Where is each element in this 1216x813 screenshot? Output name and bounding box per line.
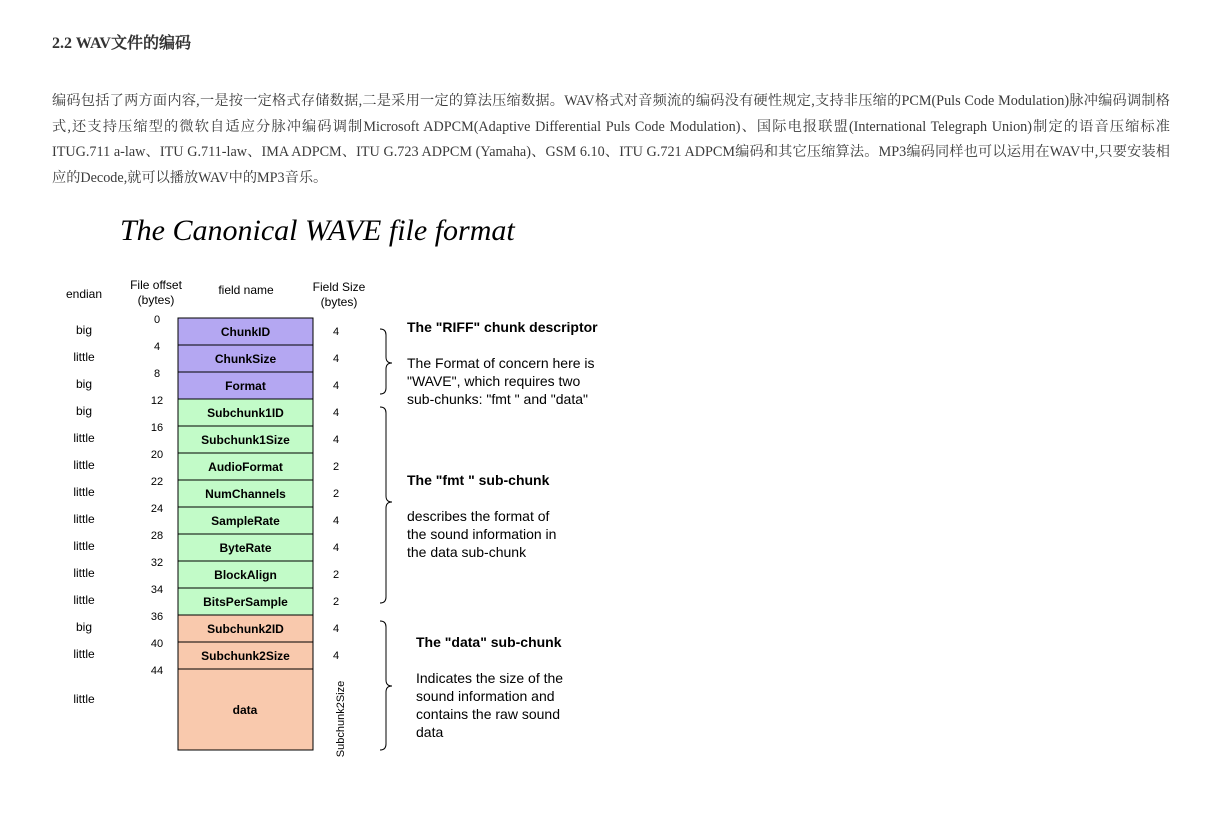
field-offset-blockalign: 32 bbox=[150, 557, 164, 569]
field-name-samplerate: SampleRate bbox=[211, 514, 280, 528]
field-endian-format: big bbox=[75, 377, 93, 391]
field-size-subchunk1id: 4 bbox=[332, 407, 340, 419]
header-offset-line1: File offset bbox=[130, 278, 182, 292]
data-field-row bbox=[73, 665, 347, 757]
field-name-audioformat: AudioFormat bbox=[208, 460, 283, 474]
riff-desc-line1: The Format of concern here is bbox=[407, 355, 595, 371]
field-offset-subchunk2id: 36 bbox=[150, 611, 164, 623]
field-name-chunkid: ChunkID bbox=[220, 325, 271, 339]
field-size-chunksize: 4 bbox=[332, 353, 340, 365]
field-offset-audioformat: 20 bbox=[150, 449, 164, 461]
section-heading: 2.2 WAV文件的编码 bbox=[52, 35, 191, 52]
data-field-offset: 44 bbox=[150, 665, 164, 677]
fmt-brace-icon bbox=[380, 407, 392, 603]
field-endian-samplerate: little bbox=[73, 512, 95, 526]
field-offset-bitspersample: 34 bbox=[150, 584, 164, 596]
field-endian-subchunk2id: big bbox=[75, 620, 93, 634]
field-endian-audioformat: little bbox=[73, 458, 95, 472]
field-offset-chunksize: 4 bbox=[153, 341, 161, 353]
field-name-format: Format bbox=[225, 379, 266, 393]
riff-desc-line3: sub-chunks: "fmt " and "data" bbox=[407, 391, 588, 407]
field-offset-subchunk2size: 40 bbox=[150, 638, 164, 650]
field-name-chunksize: ChunkSize bbox=[214, 352, 277, 366]
field-offset-format: 8 bbox=[153, 368, 161, 380]
field-name-blockalign: BlockAlign bbox=[214, 568, 277, 582]
field-size-numchannels: 2 bbox=[332, 488, 340, 500]
data-brace-icon bbox=[380, 621, 392, 750]
field-endian-chunksize: little bbox=[73, 350, 95, 364]
field-size-samplerate: 4 bbox=[332, 515, 340, 527]
field-size-subchunk1size: 4 bbox=[332, 434, 340, 446]
field-name-numchannels: NumChannels bbox=[205, 487, 286, 501]
header-endian: endian bbox=[65, 287, 103, 301]
data-desc-line1: Indicates the size of the bbox=[416, 670, 564, 686]
field-size-subchunk2id: 4 bbox=[332, 623, 340, 635]
field-endian-blockalign: little bbox=[73, 566, 95, 580]
field-size-format: 4 bbox=[332, 380, 340, 392]
data-desc-title: The "data" sub-chunk bbox=[416, 634, 562, 650]
field-offset-byterate: 28 bbox=[150, 530, 164, 542]
field-offset-subchunk1id: 12 bbox=[150, 395, 164, 407]
field-offset-chunkid: 0 bbox=[153, 314, 161, 326]
field-name-subchunk2size: Subchunk2Size bbox=[201, 649, 290, 663]
riff-brace-icon bbox=[380, 329, 392, 394]
figure-title: The Canonical WAVE file format bbox=[120, 214, 515, 247]
data-desc-line2: sound information and bbox=[416, 688, 555, 704]
field-name-subchunk1size: Subchunk1Size bbox=[201, 433, 290, 447]
header-size-line2: (bytes) bbox=[320, 295, 358, 309]
riff-desc-title: The "RIFF" chunk descriptor bbox=[407, 319, 598, 335]
field-size-subchunk2size: 4 bbox=[332, 650, 340, 662]
field-endian-numchannels: little bbox=[73, 485, 95, 499]
fmt-desc-line2: the sound information in bbox=[407, 526, 557, 542]
field-name-bitspersample: BitsPerSample bbox=[203, 595, 288, 609]
data-desc-line4: data bbox=[416, 724, 444, 740]
riff-desc-line2: "WAVE", which requires two bbox=[407, 373, 581, 389]
field-size-blockalign: 2 bbox=[332, 569, 340, 581]
fmt-desc-line1: describes the format of bbox=[407, 508, 550, 524]
field-endian-subchunk1size: little bbox=[73, 431, 95, 445]
field-offset-subchunk1size: 16 bbox=[150, 422, 164, 434]
intro-paragraph: 编码包括了两方面内容,一是按一定格式存储数据,二是采用一定的算法压缩数据。WAV格式对音频流的编码没有硬性规定,支持非压缩的PCM(Puls Code Modulation)脉冲编码调制格式,还支持压缩型的微软自适应分脉冲编码调制Microsoft ADPCM(Adaptive Differential Puls Code Modulation)、国际电报联盟(International Telegraph Union)制定的语音压缩标准ITUG.711 a-law、ITU G.711-law、IMA ADPCM、ITU G.723 ADPCM (Yamaha)、GSM 6.10、ITU G.721 ADPCM编码和其它压缩算法。MP3编码同样也可以运用在WAV中,只要安装相应的Decode,就可以播放WAV中的MP3音乐。 bbox=[52, 93, 1170, 186]
data-field-endian: little bbox=[73, 692, 95, 706]
field-name-subchunk1id: Subchunk1ID bbox=[207, 406, 284, 420]
field-size-byterate: 4 bbox=[332, 542, 340, 554]
field-endian-byterate: little bbox=[73, 539, 95, 553]
data-desc-line3: contains the raw sound bbox=[416, 706, 560, 722]
field-offset-samplerate: 24 bbox=[150, 503, 164, 515]
field-rows bbox=[73, 314, 339, 669]
field-offset-numchannels: 22 bbox=[150, 476, 164, 488]
field-endian-chunkid: big bbox=[75, 323, 93, 337]
field-size-chunkid: 4 bbox=[332, 326, 340, 338]
field-name-subchunk2id: Subchunk2ID bbox=[207, 622, 284, 636]
fmt-desc-line3: the data sub-chunk bbox=[407, 544, 527, 560]
header-offset-line2: (bytes) bbox=[137, 293, 175, 307]
field-name-byterate: ByteRate bbox=[219, 541, 272, 555]
field-endian-subchunk2size: little bbox=[73, 647, 95, 661]
fmt-desc-title: The "fmt " sub-chunk bbox=[407, 472, 550, 488]
field-size-bitspersample: 2 bbox=[332, 596, 340, 608]
header-size-line1: Field Size bbox=[312, 280, 366, 294]
field-endian-bitspersample: little bbox=[73, 593, 95, 607]
field-size-audioformat: 2 bbox=[332, 461, 340, 473]
header-field-name: field name bbox=[218, 283, 274, 297]
data-field-size: Subchunk2Size bbox=[335, 680, 347, 758]
data-field-name: data bbox=[232, 703, 258, 717]
field-endian-subchunk1id: big bbox=[75, 404, 93, 418]
